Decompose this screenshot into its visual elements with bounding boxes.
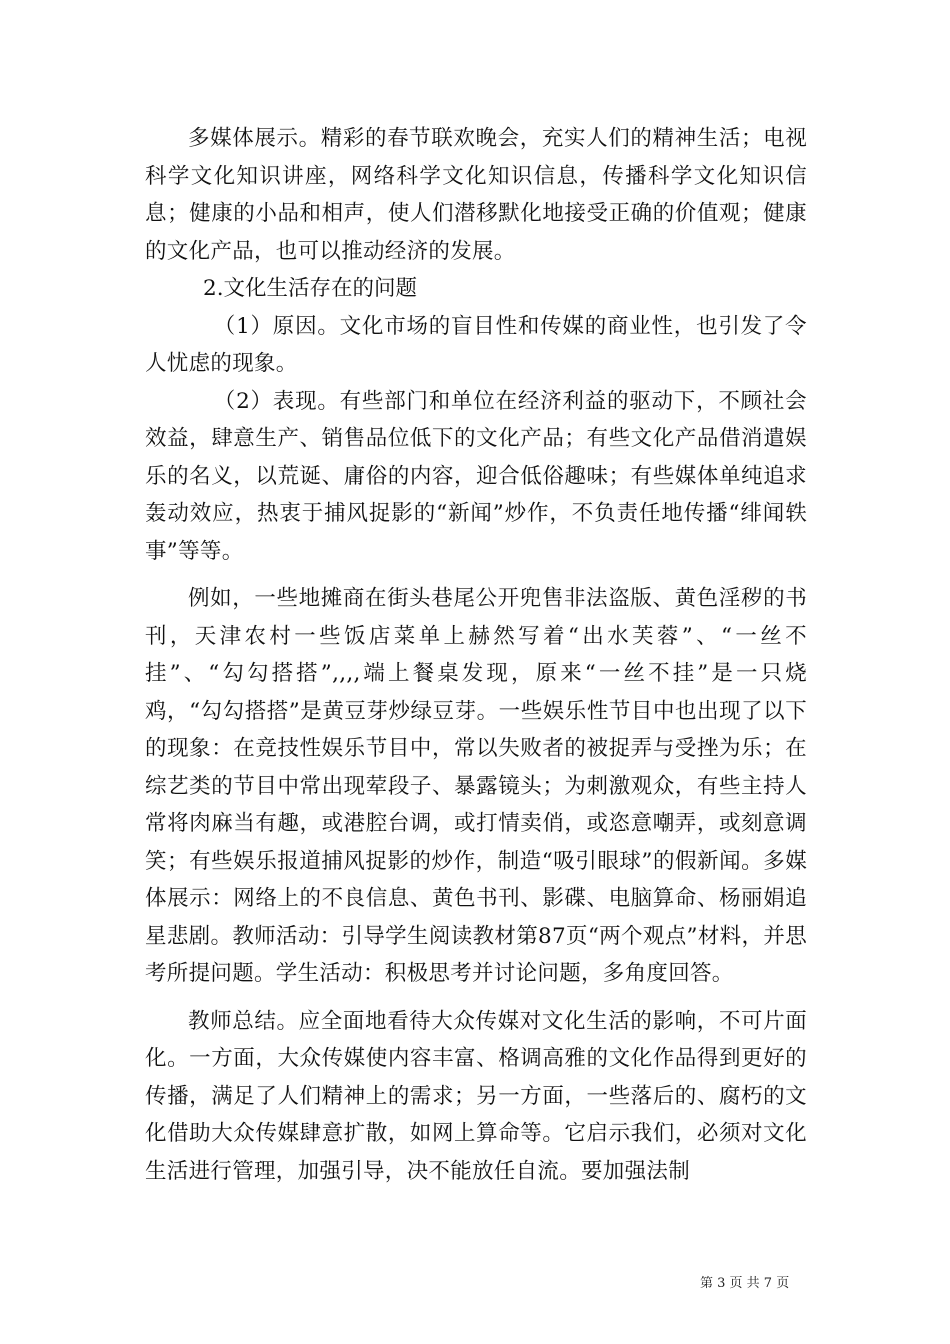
paragraph-examples: 例如，一些地摊商在街头巷尾公开兜售非法盗版、黄色淫秽的书刊，天津农村一些饭店菜单上赫然写着“出水芙蓉”、“一丝不挂”、“勾勾搭搭”,,,,端上餐桌发现，原来“一丝不挂”是一只烧鸡，“勾勾搭搭”是黄豆芽炒绿豆芽。一些娱乐性节目中也出现了以下的现象：在竞技性娱乐节目中，常以失败者的被捉弄与受挫为乐；在综艺类的节目中常出现荤段子、暴露镜头；为刺激观众，有些主持人常将肉麻当有趣，或港腔台调，或打情卖俏，或恣意嘲弄，或刻意调笑；有些娱乐报道捕风捉影的炒作，制造“吸引眼球”的假新闻。多媒体展示：网络上的不良信息、黄色书刊、影碟、电脑算命、杨丽娟追星悲剧。教师活动：引导学生阅读教材第87页“两个观点”材料，并思考所提问题。学生活动：积极思考并讨论问题，多角度回答。 <box>145 586 807 986</box>
page-number-footer: 第 3 页 共 7 页 <box>700 1276 790 1291</box>
document-body <box>145 120 807 1190</box>
paragraph-causes: （1）原因。文化市场的盲目性和传媒的商业性，也引发了令人忧虑的现象。 <box>145 313 807 376</box>
paragraph-manifestations: （2）表现。有些部门和单位在经济利益的驱动下，不顾社会效益，肆意生产、销售品位低下的文化产品；有些文化产品借消遣娱乐的名义，以荒诞、庸俗的内容，迎合低俗趣味；有些媒体单纯追求轰动效应，热衷于捕风捉影的“新闻”炒作，不负责任地传播“绯闻轶事”等等。 <box>145 388 807 564</box>
paragraph-teacher-summary: 教师总结。应全面地看待大众传媒对文化生活的影响，不可片面化。一方面，大众传媒使内容丰富、格调高雅的文化作品得到更好的传播，满足了人们精神上的需求；另一方面，一些落后的、腐朽的文化借助大众传媒肆意扩散，如网上算命等。它启示我们，必须对文化生活进行管理，加强引导，决不能放任自流。要加强法制 <box>145 1008 807 1184</box>
section-heading-problems: 2.文化生活存在的问题 <box>203 276 418 301</box>
paragraph-multimedia-display: 多媒体展示。精彩的春节联欢晚会，充实人们的精神生活；电视科学文化知识讲座，网络科学文化知识信息，传播科学文化知识信息；健康的小品和相声，使人们潜移默化地接受正确的价值观；健康的文化产品，也可以推动经济的发展。 <box>145 126 807 264</box>
